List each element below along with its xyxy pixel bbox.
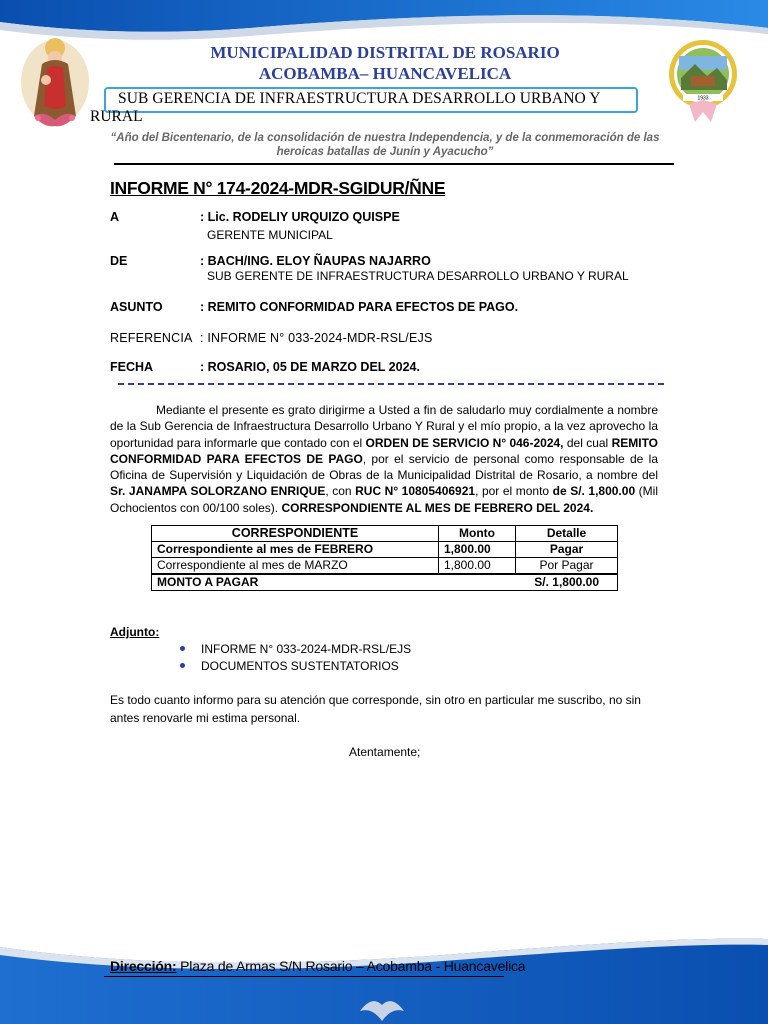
- field-a-value: : Lic. RODELIY URQUIZO QUISPE: [200, 210, 400, 224]
- list-item: [180, 659, 399, 673]
- body-bold-remito: REMITO CONFORMIDAD PARA EFECTOS DE PAGO: [110, 435, 659, 466]
- body-text: Mediante el presente es grato dirigirme a Usted a fin de saludarlo muy cordialmente a nombre de la Sub Gerencia de Infraestructura Desarrollo Urbano Y Rural y el mío propio, a la vez aprovecho la oportunidad para informarle que contado con el: [110, 403, 658, 450]
- seal-year: 1933: [697, 95, 709, 102]
- report-title: INFORME N° 174-2024-MDR-SGIDUR/ÑNE: [110, 178, 446, 198]
- municipality-line-1: MUNICIPALIDAD DISTRITAL DE ROSARIO: [210, 43, 560, 62]
- table-row: [152, 542, 618, 558]
- field-de-value: : BACH/ING. ELOY ÑAUPAS NAJARRO: [200, 254, 431, 268]
- field-fecha-label: FECHA: [110, 360, 154, 374]
- municipality-line-2: ACOBAMBA– HUANCAVELICA: [258, 64, 512, 83]
- address-text: Plaza de Armas S/N Rosario – Acobamba - Huancavelica: [176, 958, 526, 974]
- field-referencia-label: REFERENCIA: [110, 331, 193, 345]
- body-text: , por el monto: [475, 484, 553, 499]
- payment-table: [151, 525, 618, 591]
- total-label: MONTO A PAGAR: [152, 574, 439, 591]
- field-a-label: A: [110, 210, 120, 224]
- field-fecha-value: : ROSARIO, 05 DE MARZO DEL 2024.: [200, 360, 420, 374]
- section-dashed-divider: [118, 383, 664, 385]
- table-cell: Correspondiente al mes de MARZO: [152, 558, 439, 575]
- field-de-label: DE: [110, 254, 128, 268]
- sub-gerencia-line-1: SUB GERENCIA DE INFRAESTRUCTURA DESARROLLO URBANO Y: [118, 90, 601, 107]
- bullet-icon: [180, 646, 185, 651]
- body-paragraph: [110, 402, 658, 516]
- closing-salutation: Atentamente;: [349, 745, 421, 759]
- closing-paragraph: Es todo cuanto informo para su atención que corresponde, sin otro en particular me suscribo, no sin antes renovarle mi estima personal.: [110, 693, 641, 725]
- sub-gerencia-line-2: RURAL: [90, 108, 143, 125]
- table-header-row: [152, 526, 618, 542]
- table-cell: Por Pagar: [516, 558, 618, 575]
- table-cell: 1,800.00: [439, 558, 516, 575]
- municipality-name: [150, 42, 620, 84]
- body-text: del cual: [563, 435, 612, 450]
- body-bold-amount: de S/. 1,800.00: [552, 484, 636, 499]
- list-item-text: INFORME N° 033-2024-MDR-RSL/EJS: [201, 642, 412, 656]
- body-text: (Mil Ochocientos con 00/100 soles).: [110, 484, 658, 515]
- body-bold-orden: ORDEN DE SERVICIO N° 046-2024,: [365, 435, 564, 450]
- field-a-position: GERENTE MUNICIPAL: [207, 228, 333, 242]
- field-de-position: SUB GERENTE DE INFRAESTRUCTURA DESARROLLO URBANO Y RURAL: [207, 269, 629, 283]
- table-cell: Pagar: [516, 542, 618, 558]
- header-divider: [114, 163, 674, 165]
- table-cell: Correspondiente al mes de FEBRERO: [152, 542, 439, 558]
- virgin-mary-image: [14, 36, 96, 128]
- table-header: Detalle: [516, 526, 618, 542]
- body-text: , con: [325, 484, 356, 499]
- address-label: Dirección:: [110, 958, 177, 974]
- list-item: [180, 642, 411, 656]
- municipal-seal-emblem: [665, 38, 741, 124]
- body-bold-month: CORRESPONDIENTE AL MES DE FEBRERO DEL 2024.: [281, 500, 594, 515]
- table-total-row: [152, 574, 618, 591]
- field-referencia-value: : INFORME N° 033-2024-MDR-RSL/EJS: [200, 331, 433, 345]
- table-header: CORRESPONDIENTE: [152, 526, 439, 542]
- body-text: , por el servicio de personal como responsable de la Oficina de Supervisión y Liquidación de Obras de la Municipalidad Distrital de Rosario, a nombre del: [110, 451, 658, 483]
- list-item-text: DOCUMENTOS SUSTENTATORIOS: [201, 659, 399, 673]
- footer-divider: [104, 976, 504, 977]
- field-asunto-label: ASUNTO: [110, 300, 163, 314]
- bullet-icon: [180, 663, 185, 668]
- adjunto-label: Adjunto:: [110, 625, 160, 639]
- year-motto: “Año del Bicentenario, de la consolidación de nuestra Independencia, y de la conmemoración de las heroicas batallas de Junín y Ayacucho”: [110, 132, 660, 158]
- table-cell: 1,800.00: [439, 542, 516, 558]
- footer-address: [110, 958, 525, 974]
- body-bold-ruc: RUC N° 10805406921: [355, 484, 476, 499]
- body-bold-name: Sr. JANAMPA SOLORZANO ENRIQUE: [110, 484, 326, 499]
- total-value: S/. 1,800.00: [439, 574, 618, 591]
- footer-wave-decoration: [0, 935, 768, 1024]
- table-header: Monto: [439, 526, 516, 542]
- table-row: [152, 558, 618, 575]
- field-asunto-value: : REMITO CONFORMIDAD PARA EFECTOS DE PAGO.: [200, 300, 519, 314]
